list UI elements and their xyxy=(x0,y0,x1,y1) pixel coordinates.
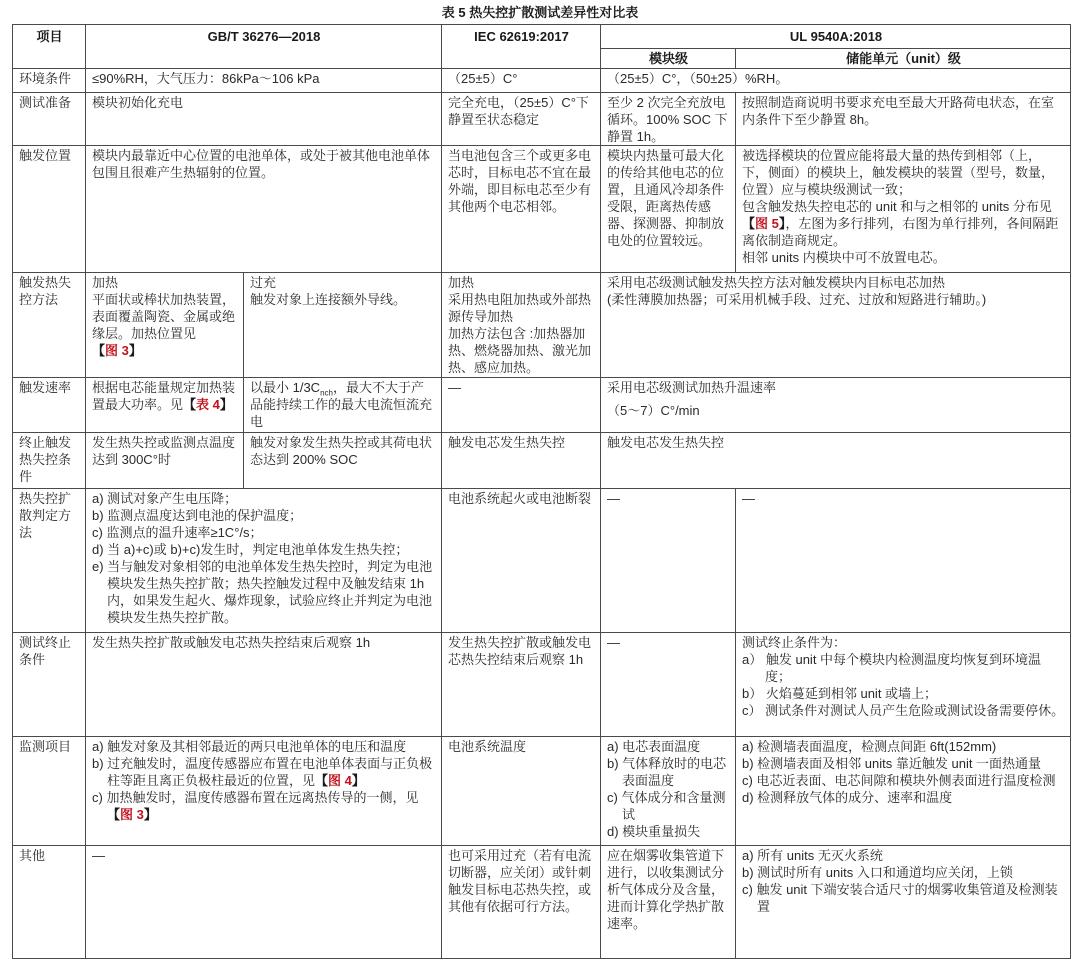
trigger-rate-item: 触发速率 xyxy=(13,378,86,433)
list-item: a) 触发对象及其相邻最近的两只电池单体的电压和温度 xyxy=(92,739,407,754)
paragraph: 加热方法包含 :加热器加热、燃烧器加热、激光加热、感应加热。 xyxy=(448,326,592,375)
figure-reference xyxy=(315,773,365,788)
bracket-open: 【 xyxy=(107,807,121,822)
paragraph: （5～7）C°/min xyxy=(607,403,700,418)
header-iec: IEC 62619:2017 xyxy=(442,25,601,69)
test-end-ul-unit xyxy=(736,633,1071,737)
test-end-item: 测试终止条件 xyxy=(13,633,86,737)
table-row xyxy=(13,93,1071,146)
text-run: 以最小 1/3C xyxy=(250,380,321,395)
preparation-item: 测试准备 xyxy=(13,93,86,146)
paragraph: 被选择模块的位置应能将最大量的热传到相邻（上，下，侧面）的模块上，触发模块的装置（型号，数量，位置）应与模块级测试一致； xyxy=(742,148,1055,197)
paragraph: 采用热电阻加热或外部热源传导加热 xyxy=(448,292,592,324)
list-item: a) 电芯表面温度 xyxy=(607,739,701,754)
table-row xyxy=(13,433,1071,489)
propagation-criteria-ul-unit: — xyxy=(736,489,1071,633)
figure-reference xyxy=(92,343,142,358)
reference-label: 图 3 xyxy=(120,807,144,822)
preparation-ul-unit: 按照制造商说明书要求充电至最大开路荷电状态，在室内条件下至少静置 8h。 xyxy=(736,93,1071,146)
environment-iec: （25±5）C° xyxy=(442,69,601,93)
list-item: b) 测试时所有 units 入口和通道均应关闭，上锁 xyxy=(742,865,1013,880)
paragraph xyxy=(742,198,1065,249)
list-item: c) 电芯近表面、电芯间隙和模块外侧表面进行温度检测 xyxy=(742,773,1056,788)
header-ul: UL 9540A:2018 xyxy=(601,25,1071,49)
environment-ul: （25±5）C°，（50±25）%RH。 xyxy=(601,69,1071,93)
monitoring-ul-module xyxy=(601,737,736,846)
list-item: c) 触发 unit 下端安装合适尺寸的烟雾收集管道及检测装置 xyxy=(742,882,1058,914)
paragraph: 测试终止条件为： xyxy=(742,635,847,650)
other-iec: 也可采用过充（若有电流切断器，应关闭）或针刺触发目标电芯热失控，或其他有依据可行方法。 xyxy=(442,846,601,959)
trigger-method-ul xyxy=(601,273,1071,378)
method-title: 加热 xyxy=(92,275,119,290)
monitoring-item: 监测项目 xyxy=(13,737,86,846)
other-ul-module: 应在烟雾收集管道下进行，以收集测试分析气体成分及含量，进而计算化学热扩散速率。 xyxy=(601,846,736,959)
reference-label: 图 5 xyxy=(755,216,779,231)
list-item: e) 当与触发对象相邻的电池单体发生热失控时，判定为电池模块发生热失控扩散；热失控触发过程中及触发结束 1h 内，如果发生起火、爆炸现象，试验应终止并判定为电池模块发生热失控扩散。 xyxy=(92,559,433,625)
table-row xyxy=(13,273,1071,378)
trigger-method-item: 触发热失控方法 xyxy=(13,273,86,378)
list-item: a) 检测墙表面温度，检测点间距 6ft(152mm) xyxy=(742,739,997,754)
table-row xyxy=(13,633,1071,737)
table-title: 表 5 热失控扩散测试差异性对比表 xyxy=(441,5,639,20)
trigger-position-ul-module: 模块内热量可最大化的传给其他电芯的位置，且通风冷却条件受限，距离热传感器、探测器、抑制放电处的位置较远。 xyxy=(601,146,736,273)
list-item: d) 当 a)+c)或 b)+c)发生时，判定电池单体发生热失控； xyxy=(92,542,409,557)
text-run: c) 加热触发时，温度传感器布置在远离热传导的一侧，见 xyxy=(92,790,419,805)
list-item: a) 所有 units 无灭火系统 xyxy=(742,848,883,863)
monitoring-iec: 电池系统温度 xyxy=(442,737,601,846)
table-reference xyxy=(183,397,233,412)
header-gb: GB/T 36276—2018 xyxy=(86,25,442,69)
text-run: 包含触发热失控电芯的 unit 和与之相邻的 units 分布见 xyxy=(742,199,1052,214)
paragraph: 采用电芯级测试触发热失控方法对触发模块内目标电芯加热 xyxy=(607,275,946,290)
bracket-open: 【 xyxy=(315,773,329,788)
trigger-method-iec xyxy=(442,273,601,378)
termination-trigger-iec: 触发电芯发生热失控 xyxy=(442,433,601,489)
paragraph: 加热 xyxy=(448,275,475,290)
termination-trigger-gb-overcharge: 触发对象发生热失控或其荷电状态达到 200% SOC xyxy=(244,433,442,489)
reference-label: 图 4 xyxy=(328,773,352,788)
list-item: d) 模块重量损失 xyxy=(607,824,701,839)
table-row xyxy=(13,146,1071,273)
bracket-open: 【 xyxy=(92,343,106,358)
header-ul-module: 模块级 xyxy=(601,49,736,69)
list-item: b） 火焰蔓延到相邻 unit 或墙上； xyxy=(742,686,938,701)
list-item: a） 触发 unit 中每个模块内检测温度均恢复到环境温度； xyxy=(742,652,1042,684)
list-item: a) 测试对象产生电压降； xyxy=(92,491,238,506)
trigger-position-gb: 模块内最靠近中心位置的电池单体，或处于被其他电池单体包围且很难产生热辐射的位置。 xyxy=(86,146,442,273)
figure-reference xyxy=(742,216,785,231)
termination-trigger-ul: 触发电芯发生热失控 xyxy=(601,433,1071,489)
reference-label: 表 4 xyxy=(196,397,220,412)
list-item: b) 监测点温度达到电池的保护温度； xyxy=(92,508,303,523)
text-run: 平面状或棒状加热装置，表面覆盖陶瓷、金属或绝缘层。加热位置见 xyxy=(92,292,236,341)
test-end-gb: 发生热失控扩散或触发电芯热失控结束后观察 1h xyxy=(86,633,442,737)
preparation-gb: 模块初始化充电 xyxy=(86,93,442,146)
list-item xyxy=(92,755,436,789)
table-row xyxy=(13,69,1071,93)
comparison-table xyxy=(12,24,1071,959)
list-item: c) 气体成分和含量测试 xyxy=(607,790,726,822)
trigger-rate-gb-overcharge xyxy=(244,378,442,433)
list-item: c） 测试条件对测试人员产生危险或测试设备需要停休。 xyxy=(742,703,1065,718)
other-item: 其他 xyxy=(13,846,86,959)
monitoring-ul-unit xyxy=(736,737,1071,846)
termination-trigger-item: 终止触发热失控条件 xyxy=(13,433,86,489)
test-end-iec: 发生热失控扩散或触发电芯热失控结束后观察 1h xyxy=(442,633,601,737)
trigger-rate-gb-heat xyxy=(86,378,244,433)
table-row xyxy=(13,737,1071,846)
header-item: 项目 xyxy=(13,25,86,69)
propagation-criteria-gb xyxy=(86,489,442,633)
environment-gb: ≤90%RH，大气压力：86kPa～106 kPa xyxy=(86,69,442,93)
trigger-position-iec: 当电池包含三个或更多电芯时，目标电芯不宜在最外端，即目标电芯至少有其他两个电芯相邻。 xyxy=(442,146,601,273)
paragraph xyxy=(92,291,238,359)
propagation-criteria-item: 热失控扩散判定方法 xyxy=(13,489,86,633)
termination-trigger-gb-heat: 发生热失控或监测点温度达到 300C°时 xyxy=(86,433,244,489)
environment-item: 环境条件 xyxy=(13,69,86,93)
list-item xyxy=(92,789,436,823)
trigger-position-item: 触发位置 xyxy=(13,146,86,273)
bracket-close: 】 xyxy=(219,397,233,412)
text-run: ，最大不大于产品能持续工作的最大电流恒流充电 xyxy=(250,380,433,429)
other-ul-unit xyxy=(736,846,1071,959)
list-item: b) 检测墙表面及相邻 units 靠近触发 unit 一面热通量 xyxy=(742,756,1042,771)
method-title: 过充 xyxy=(250,275,277,290)
trigger-position-ul-unit xyxy=(736,146,1071,273)
paragraph: 相邻 units 内模块中可不放置电芯。 xyxy=(742,250,946,265)
bracket-close: 】 xyxy=(778,216,786,231)
propagation-criteria-ul-module: — xyxy=(601,489,736,633)
figure-reference xyxy=(107,807,157,822)
bracket-close: 】 xyxy=(351,773,365,788)
trigger-method-gb-heat xyxy=(86,273,244,378)
trigger-rate-ul xyxy=(601,378,1071,433)
text-run: b) 过充触发时，温度传感器应布置在电池单体表面与正负极柱等距且离正负极柱最近的位置，见 xyxy=(92,756,433,788)
bracket-close: 】 xyxy=(143,807,157,822)
bracket-open: 【 xyxy=(742,216,756,231)
list-item: b) 气体释放时的电芯表面温度 xyxy=(607,756,727,788)
subscript: nch xyxy=(320,388,333,398)
other-gb: — xyxy=(86,846,442,959)
propagation-criteria-iec: 电池系统起火或电池断裂 xyxy=(442,489,601,633)
bracket-open: 【 xyxy=(183,397,197,412)
preparation-ul-module: 至少 2 次完全充放电循环。100% SOC 下静置 1h。 xyxy=(601,93,736,146)
bracket-close: 】 xyxy=(128,343,142,358)
test-end-ul-module: — xyxy=(601,633,736,737)
reference-label: 图 3 xyxy=(105,343,129,358)
header-row xyxy=(13,25,1071,49)
table-row xyxy=(13,378,1071,433)
list-item: d) 检测释放气体的成分、速率和温度 xyxy=(742,790,953,805)
paragraph: (柔性薄膜加热器；可采用机械手段、过充、过放和短路进行辅助。) xyxy=(607,292,987,307)
table-row xyxy=(13,846,1071,959)
paragraph: 采用电芯级测试加热升温速率 xyxy=(607,380,777,395)
table-row xyxy=(13,489,1071,633)
text-run: 根据电芯能量规定加热装置最大功率。见 xyxy=(92,380,236,412)
paragraph: 触发对象上连接额外导线。 xyxy=(250,292,407,307)
trigger-rate-iec: — xyxy=(442,378,601,433)
text-run: ，左图为多行排列，右图为单行排列，各间隔距离依制造商规定。 xyxy=(742,216,1059,248)
monitoring-gb xyxy=(86,737,442,846)
list-item: c) 监测点的温升速率≥1C°/s； xyxy=(92,525,263,540)
header-ul-unit: 储能单元（unit）级 xyxy=(736,49,1071,69)
trigger-method-gb-overcharge xyxy=(244,273,442,378)
preparation-iec: 完全充电，（25±5）C°下静置至状态稳定 xyxy=(442,93,601,146)
